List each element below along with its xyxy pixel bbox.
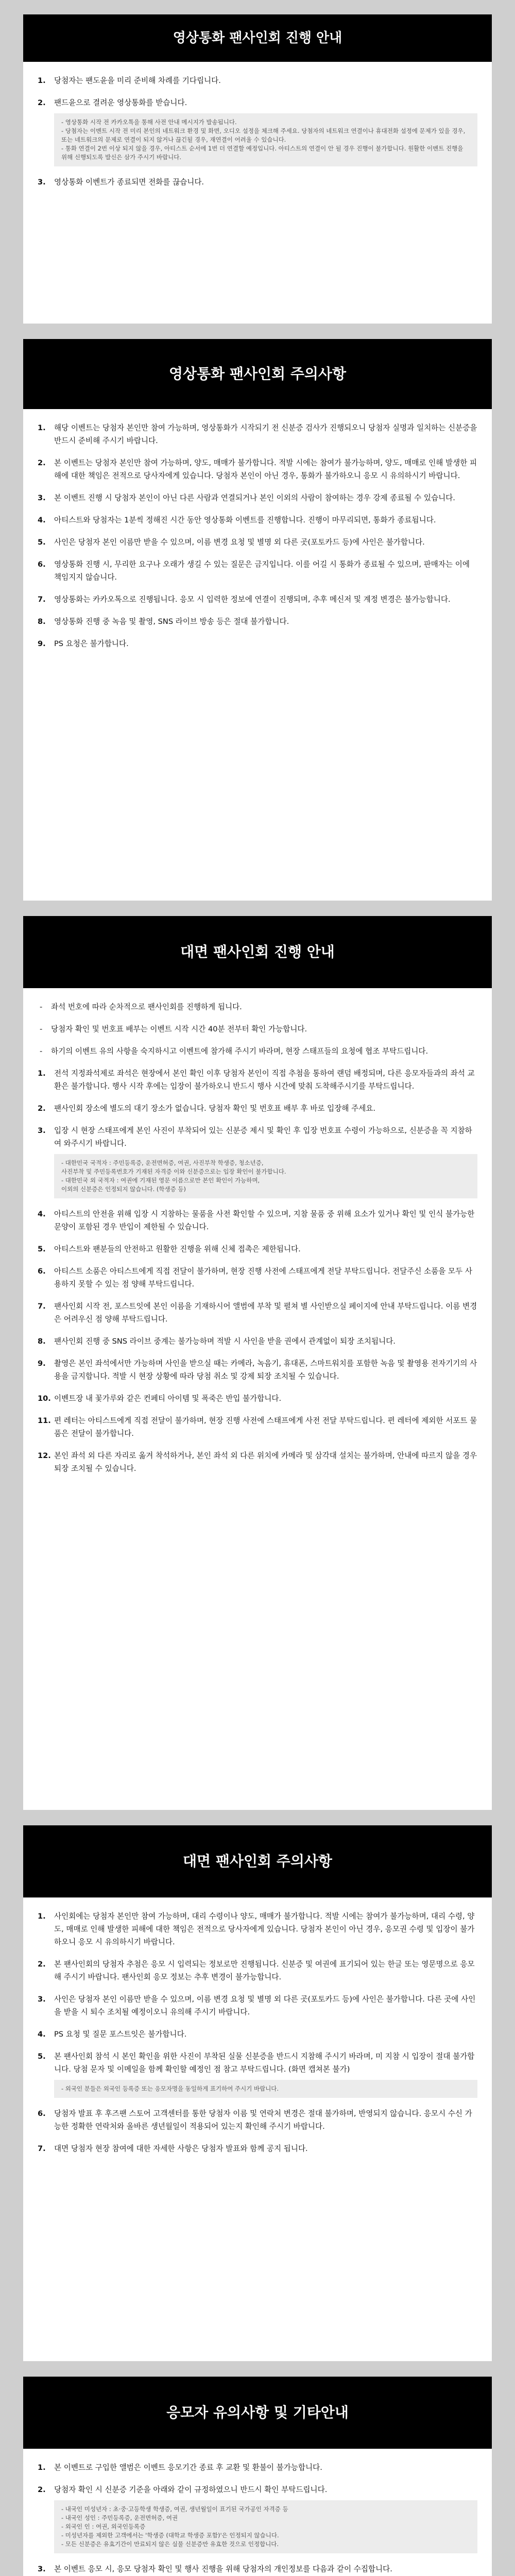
list-item: 4. 아티스트의 안전을 위해 입장 시 지참하는 물품을 사전 확인할 수 있으며, 지참 물품 중 위해 요소가 있거나 확인 및 인식 불가능한 문양이 포함된 경우 반입이 제한될 수 있습니다. bbox=[38, 1210, 475, 1231]
list-item: - 좌석 번호에 따라 순차적으로 팬사인회를 진행하게 됩니다. bbox=[40, 1003, 242, 1011]
list-item: 2. 팬사인회 장소에 별도의 대기 장소가 없습니다. 당첨자 확인 및 번호표 배부 후 바로 입장해 주세요. bbox=[38, 1104, 376, 1113]
list-item: 6. 당첨자 발표 후 후즈팬 스토어 고객센터를 통한 당첨자 이름 및 연락처 변경은 절대 불가하며, 반영되지 않습니다. 응모시 수신 가능한 정확한 연락처와 올바른 생년월일이 적용되어 있는지 확인해 주시기 바랍니다. bbox=[38, 2109, 472, 2131]
list-item: - 하기의 이벤트 유의 사항을 숙지하시고 이벤트에 참가해 주시기 바라며, 현장 스태프들의 요청에 협조 부탁드립니다. bbox=[40, 1047, 428, 1056]
applicant-notice-card bbox=[23, 2377, 492, 2576]
list-item: 4. 아티스트와 당첨자는 1분씩 정해진 시간 동안 영상통화 이벤트를 진행합니다. 진행이 마무리되면, 통화가 종료됩니다. bbox=[38, 516, 436, 524]
list-item: 9. PS 요청은 불가합니다. bbox=[38, 639, 129, 648]
list-item: 5. 아티스트와 팬분들의 안전하고 원활한 진행을 위해 신체 접촉은 제한됩니다. bbox=[38, 1245, 301, 1253]
note-box: - 외국인 분들은 외국인 등록증 또는 응모자명을 동일하게 표기하여 주시기 바랍니다. bbox=[54, 2080, 477, 2098]
list-item: 12. 본인 좌석 외 다른 자리로 옮겨 착석하거나, 본인 좌석 외 다른 위치에 카메라 및 삼각대 설치는 불가하며, 안내에 따르지 않을 경우 퇴장 조치될 수 있습니다. bbox=[38, 1451, 477, 1473]
list-item: 5. 사인은 당첨자 본인 이름만 받을 수 있으며, 이름 변경 요청 및 별명 외 다른 곳(포토카드 등)에 사인은 불가합니다. bbox=[38, 538, 425, 547]
section-list bbox=[23, 1897, 492, 2170]
list-item: 3. 본 이벤트 진행 시 당첨자 본인이 아닌 다른 사람과 연결되거나 본인 이외의 사람이 참여하는 경우 강제 종료될 수 있습니다. bbox=[38, 494, 455, 502]
list-item: 1. 해당 이벤트는 당첨자 본인만 참여 가능하며, 영상통화가 시작되기 전 신분증 검사가 진행되오니 당첨자 실명과 일치하는 신분증을 반드시 준비해 주시기 바랍니다. bbox=[38, 423, 477, 445]
section-title: 대면 팬사인회 진행 안내 bbox=[23, 916, 492, 988]
list-item: 6. 아티스트 소품은 아티스트에게 직접 전달이 불가하며, 현장 진행 사전에 스태프에게 전달 부탁드립니다. 전달주신 소품을 모두 사용하지 못할 수 있는 점 양해 부탁드립니다. bbox=[38, 1267, 472, 1289]
list-item: 8. 영상통화 진행 중 녹음 및 촬영, SNS 라이브 방송 등은 절대 불가합니다. bbox=[38, 617, 289, 626]
video-call-notice-card bbox=[23, 339, 492, 901]
section-list bbox=[23, 2449, 492, 2576]
list-item: 2. 본 팬사인회의 당첨자 추첨은 응모 시 입력되는 정보로만 진행됩니다. 신분증 및 여권에 표기되어 있는 한글 또는 영문명으로 응모해 주시기 바랍니다. 팬사인회 응모 정보는 추후 변경이 불가능합니다. bbox=[38, 1960, 475, 1981]
list-item: 7. 영상통화는 카카오톡으로 진행됩니다. 응모 시 입력한 정보에 연결이 진행되며, 추후 메신저 및 계정 변경은 불가능합니다. bbox=[38, 595, 451, 604]
list-item: 8. 팬사인회 진행 중 SNS 라이브 중계는 불가능하며 적발 시 사인을 받을 권에서 관계없이 퇴장 조치됩니다. bbox=[38, 1337, 396, 1346]
list-item: 5. 본 팬사인회 참석 시 본인 확인을 위한 사진이 부착된 실물 신분증을 반드시 지참해 주시기 바라며, 미 지참 시 입장이 절대 불가합니다. 당첨 문자 및 이메일을 함께 확인할 예정인 점 참고 부탁드립니다. (화면 캡쳐본 불가) - 외국인 분들은 외국인 등록증 또는 응모자명을 동일하게 표기하여 주시기 바랍니다. bbox=[38, 2050, 477, 2098]
section-title: 영상통화 팬사인회 진행 안내 bbox=[23, 14, 492, 62]
section-title: 영상통화 팬사인회 주의사항 bbox=[23, 339, 492, 409]
list-item: 7. 팬사인회 시작 전, 포스트잇에 본인 이름을 기재하시어 앨범에 부착 및 펼쳐 별 사인받으실 페이지에 안내 부탁드립니다. 이름 변경은 어려우신 점 양해 부탁드립니다. bbox=[38, 1302, 477, 1324]
list-item: 6. 영상통화 진행 시, 무리한 요구나 오래가 생길 수 있는 질문은 금지입니다. 이를 어길 시 통화가 종료될 수 있으며, 판매자는 이에 책임지지 않습니다. bbox=[38, 560, 470, 582]
section-title: 응모자 유의사항 및 기타안내 bbox=[23, 2377, 492, 2449]
list-item: 2. 팬드윤으로 결려운 영상통화를 받습니다. - 영상통화 시작 전 카카오톡을 통해 사전 안내 메시지가 발송됩니다. - 당첨자는 이벤트 시작 전 미리 본인의 네트워크 환경 및 화면, 오디오 설정을 체크해 주세요. 당첨자의 네트워크 연결이나 휴대전화 설정에 문제가 있을 경우, 또는 네트워크의 문제로 연결이 되지 않거나 끊긴될 경우, 재연결이 어려울 수 있습니다. - 통화 연결이 2번 이상 되지 않을 경우, 아티스트 순서에 1번 더 연결할 예정입니다. 아티스트의 연결이 안 될 경우 진행이 불가합니다. 원활한 이벤트 진행을 위해 신행되도록 발신은 삼가 주시기 바랍니다. bbox=[38, 96, 477, 166]
list-item: 11. 편 레터는 아티스트에게 직접 전달이 불가하며, 현장 진행 사전에 스태프에게 사전 전달 부탁드립니다. 편 레터에 제외한 서포트 물품은 전달이 불가합니다. bbox=[38, 1416, 477, 1438]
list-item: 4. PS 요청 및 질문 포스트잇은 불가합니다. bbox=[38, 2030, 187, 2039]
list-item: 3. 사인은 당첨자 본인 이름만 받을 수 있으며, 이름 변경 요청 및 별명 외 다른 곳(포토카드 등)에 사인은 불가합니다. 다른 곳에 사인을 받을 시 퇴수 조치될 예정이오니 유의해 주시기 바랍니다. bbox=[38, 1995, 476, 2016]
section-list bbox=[23, 62, 492, 203]
list-item: 2. 당첨자 확인 시 신분증 기준을 아래와 같이 규정하였으니 반드시 확인 부탁드립니다. - 내국인 미성년자 : 초·중·고등학생 학생증, 여권, 생년월일이 표기된 국가공인 자격증 등 - 내국인 성인 : 주민등록증, 운전면허증, 여권 - 외국인 인 : 여권, 외국인등록증 - 미성년자를 제외한 고객에서는 '학생증 (대학교 학생증 포함)'은 인정되지 않습니다. - 모든 신분증은 유효기간이 만료되지 않은 실물 신분증만 유효한 것으로 인정합니다. bbox=[38, 2483, 477, 2553]
note-box: - 내국인 미성년자 : 초·중·고등학생 학생증, 여권, 생년월일이 표기된 국가공인 자격증 등 - 내국인 성인 : 주민등록증, 운전면허증, 여권 - 외국인 인 : 여권, 외국인등록증 - 미성년자를 제외한 고객에서는 '학생증 (대학교 학생증 포함)'은 인정되지 않습니다. - 모든 신분증은 유효기간이 만료되지 않은 실물 신분증만 유효한 것으로 인정합니다. bbox=[54, 2500, 477, 2553]
list-item: 7. 대면 당첨자 현장 참여에 대한 자세한 사항은 당첨자 발표와 함께 공지 됩니다. bbox=[38, 2144, 308, 2153]
list-item: - 당첨자 확인 및 번호표 배부는 이벤트 시작 시간 40분 전부터 확인 가능합니다. bbox=[40, 1025, 307, 1033]
list-item: 2. 본 이벤트는 당첨자 본인만 참여 가능하며, 양도, 매매가 불가합니다. 적발 시에는 참여가 불가능하며, 양도, 매매로 인해 발생한 피해에 대한 책임은 전적으로 당사자에게 있습니다. 당첨자 본인이 아닌 경우, 통화가 불가하오니 응모 시 유의하시기 바랍니다. bbox=[38, 459, 477, 480]
section-list bbox=[23, 409, 492, 665]
offline-notice-card bbox=[23, 1825, 492, 2361]
list-item: 3. 영상통화 이벤트가 종료되면 전화를 끊습니다. bbox=[38, 178, 204, 187]
list-item: 1. 전석 지정좌석제로 좌석은 현장에서 본인 확인 이후 당첨자 본인이 직접 추첨을 통하여 랜덤 배정되며, 다른 응모자들과의 좌석 교환은 불가합니다. 행사 시작 후에는 입장이 불가하오니 반드시 행사 시간에 맞춰 도착해주시기를 부탁드립니다. bbox=[38, 1069, 475, 1091]
list-item: 10. 이벤트장 내 꽃가루와 같은 컨페티 아이템 및 폭죽은 반입 불가합니다. bbox=[38, 1394, 282, 1403]
offline-guide-card bbox=[23, 916, 492, 1810]
section-title: 대면 팬사인회 주의사항 bbox=[23, 1825, 492, 1897]
list-item: 1. 본 이벤트로 구입한 앨범은 이벤트 응모기간 종료 후 교환 및 환불이 불가능합니다. bbox=[38, 2463, 322, 2472]
list-item: 1. 사인회에는 당첨자 본인만 참여 가능하며, 대리 수령이나 양도, 매매가 불가합니다. 적발 시에는 참여가 불가능하며, 대리 수령, 양도, 매매로 인해 발생한 피해에 대한 책임은 전적으로 당사자에게 있습니다. 당첨자 본인이 아닌 경우, 응모권 수령 및 입장이 불가하오니 응모 시 유의하시기 바랍니다. bbox=[38, 1912, 475, 1946]
list-item: 1. 당첨자는 팬도윤을 미리 준비해 차례를 기다립니다. bbox=[38, 76, 221, 85]
list-item: 3. 입장 시 현장 스태프에게 본인 사진이 부착되어 있는 신분증 제시 및 확인 후 입장 번호표 수령이 가능하으로, 신분증을 꼭 지참하여 와주시기 바랍니다. - 대한민국 국적자 : 주민등록증, 운전면허증, 여권, 사진부착 학생증, 청소년증, 사진부착 및 주민등록번호가 기재된 자격증 이와 신분증으로는 입장 확인이 불가합니다. - 대한민국 외 국적자 : 여권에 기재된 영문 이름으로만 본인 확인이 가능하며, 이외의 신분증은 인정되지 않습니다. (학생증 등) bbox=[38, 1124, 477, 1198]
section-list bbox=[23, 988, 492, 1489]
video-call-guide-card bbox=[23, 14, 492, 324]
note-box: - 영상통화 시작 전 카카오톡을 통해 사전 안내 메시지가 발송됩니다. - 당첨자는 이벤트 시작 전 미리 본인의 네트워크 환경 및 화면, 오디오 설정을 체크해 주세요. 당첨자의 네트워크 연결이나 휴대전화 설정에 문제가 있을 경우, 또는 네트워크의 문제로 연결이 되지 않거나 끊긴될 경우, 재연결이 어려울 수 있습니다. - 통화 연결이 2번 이상 되지 않을 경우, 아티스트 순서에 1번 더 연결할 예정입니다. 아티스트의 연결이 안 될 경우 진행이 불가합니다. 원활한 이벤트 진행을 위해 신행되도록 발신은 삼가 주시기 바랍니다. bbox=[54, 113, 477, 166]
list-item: 9. 촬영은 본인 좌석에서만 가능하며 사인을 받으실 때는 카메라, 녹음기, 휴대폰, 스마트워치를 포함한 녹음 및 촬영용 전자기기의 사용을 금지합니다. 적발 시 현장 상황에 따라 당첨 취소 및 강제 퇴장 조치될 수 있습니다. bbox=[38, 1359, 477, 1381]
list-item: 3. 본 이벤트 응모 시, 응모 당첨자 확인 및 행사 진행을 위해 당첨자의 개인정보를 다음과 같이 수집합니다. bbox=[38, 2565, 392, 2573]
note-box: - 대한민국 국적자 : 주민등록증, 운전면허증, 여권, 사진부착 학생증, 청소년증, 사진부착 및 주민등록번호가 기재된 자격증 이와 신분증으로는 입장 확인이 불가합니다. - 대한민국 외 국적자 : 여권에 기재된 영문 이름으로만 본인 확인이 가능하며, 이외의 신분증은 인정되지 않습니다. (학생증 등) bbox=[54, 1154, 477, 1198]
